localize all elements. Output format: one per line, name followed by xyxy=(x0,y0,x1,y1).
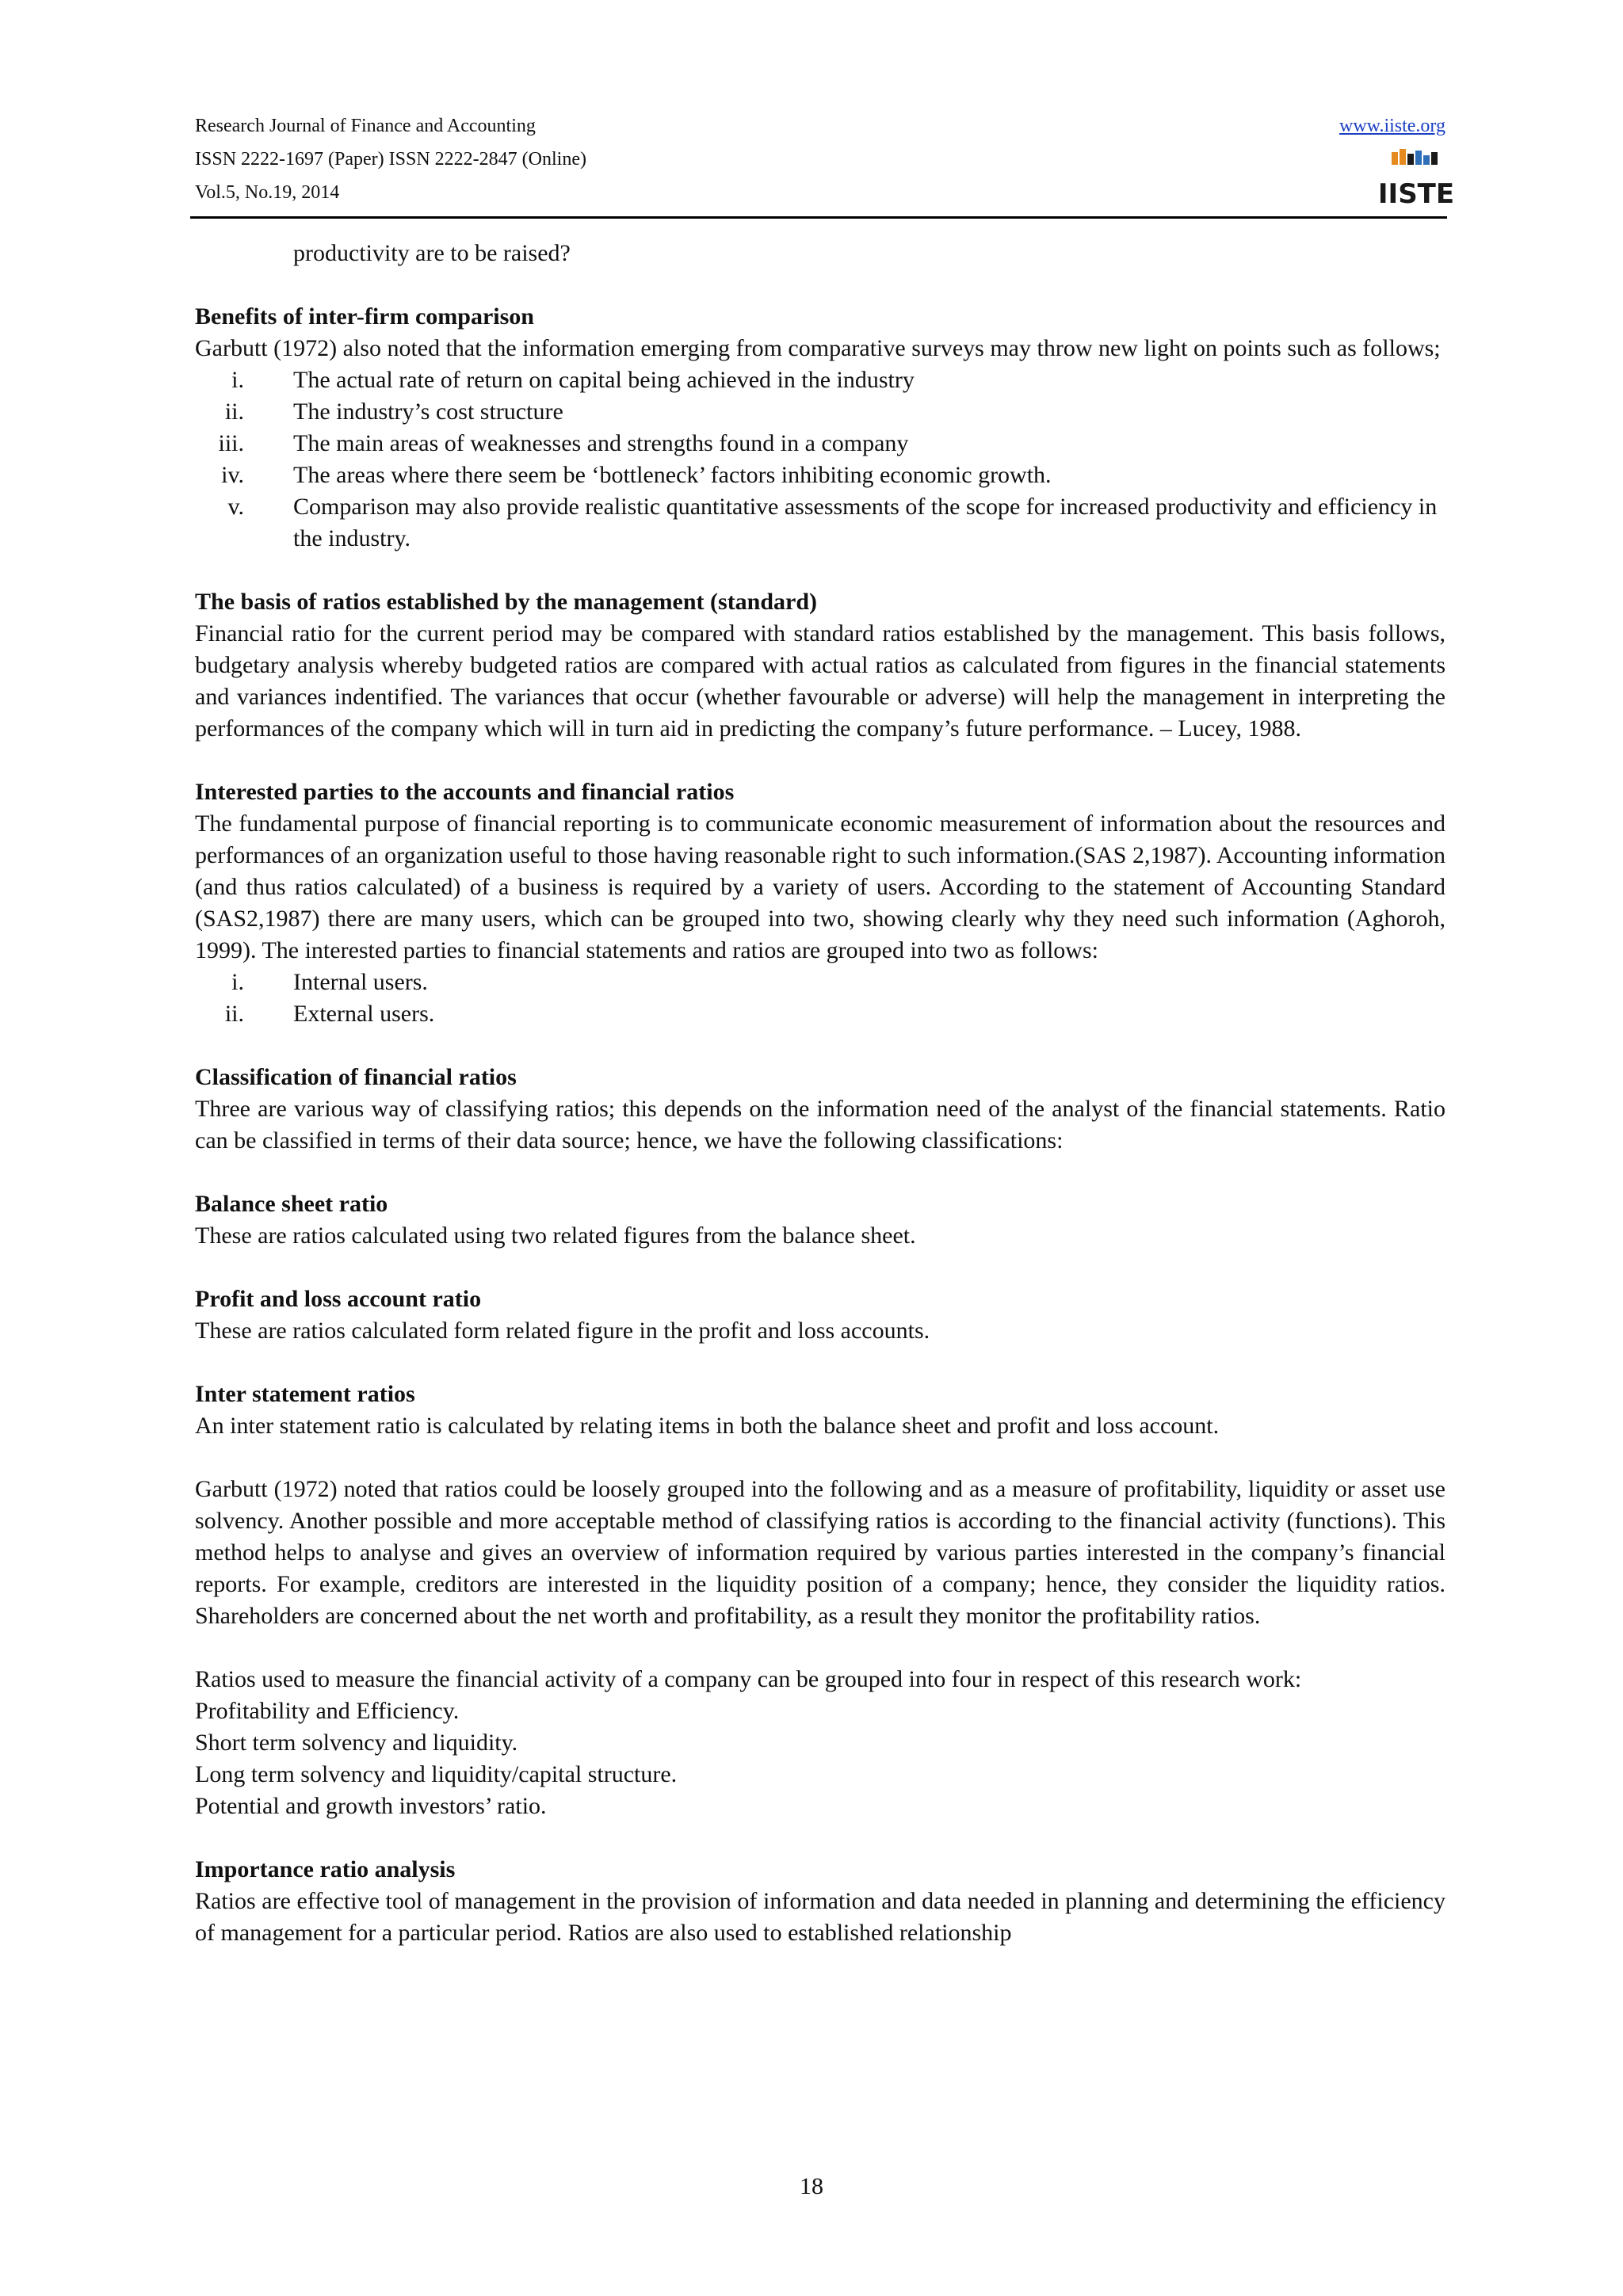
list-number: ii. xyxy=(224,1001,244,1027)
paragraph: Financial ratio for the current period may be compared with standard ratios established by the management. This basis follows, budgetary analysis whereby budgeted ratios are compared with actual ratios as calculated from figures in the financial statements and variances indentified. The variances that occur (whether favourable or adverse) will help the management in interpreting the performances of the company which will in turn aid in predicting the company’s future performance. – Lucey, 1988. xyxy=(195,620,1445,742)
list-number: iv. xyxy=(221,462,244,488)
issn-line: ISSN 2222-1697 (Paper) ISSN 2222-2847 (Online) xyxy=(195,149,586,170)
list-number: ii. xyxy=(224,399,244,425)
section-heading: Benefits of inter-firm comparison xyxy=(195,303,534,330)
list-text: Internal users. xyxy=(293,969,428,995)
website-link[interactable]: www.iiste.org xyxy=(1339,116,1445,136)
section-heading: Importance ratio analysis xyxy=(195,1856,456,1882)
paragraph: Garbutt (1972) noted that ratios could be loosely grouped into the following and as a measure of profitability, liquidity or asset use solvency. Another possible and more acceptable method of classifying ratios is according to the financial activity (functions). This method helps to analyse and gives an overview of information required by various parties interested in the company’s financial reports. For example, creditors are interested in the liquidity position of a company; hence, they consider the liquidity ratios. Shareholders are concerned about the net worth and profitability, as a result they monitor the profitability ratios. xyxy=(195,1476,1445,1629)
list-item xyxy=(195,491,1445,555)
list-text: The industry’s cost structure xyxy=(293,399,563,425)
paragraph: The fundamental purpose of financial reporting is to communicate economic measurement of information about the resources and performances of an organization useful to those having reasonable right to such information.(SAS 2,1987). Accounting information (and thus ratios calculated) of a business is required by a variety of users. According to the statement of Accounting Standard (SAS2,1987) there are many users, which can be grouped into two, showing clearly why they need such information (Aghoroh, 1999). The interested parties to financial statements and ratios are grouped into two as follows: xyxy=(195,810,1445,963)
group-line: Profitability and Efficiency. xyxy=(195,1698,460,1724)
group-line: Long term solvency and liquidity/capital structure. xyxy=(195,1761,678,1787)
list-item xyxy=(195,364,1445,396)
paragraph: Ratios are effective tool of management in the provision of information and data needed in planning and determining the efficiency of management for a particular period. Ratios are also used to established relationship xyxy=(195,1888,1445,1946)
list-number: iii. xyxy=(218,430,244,456)
page-header xyxy=(195,109,1455,217)
list-text: The actual rate of return on capital being achieved in the industry xyxy=(293,367,915,393)
list-number: i. xyxy=(231,969,244,995)
section-heading: The basis of ratios established by the management (standard) xyxy=(195,589,818,615)
list-item xyxy=(195,967,1445,998)
users-list xyxy=(195,967,1445,1030)
journal-title: Research Journal of Finance and Accounting xyxy=(195,116,536,136)
benefits-list xyxy=(195,364,1445,555)
section-heading: Classification of financial ratios xyxy=(195,1064,517,1090)
paragraph: An inter statement ratio is calculated by relating items in both the balance sheet and profit and loss account. xyxy=(195,1413,1220,1439)
header-rule xyxy=(190,216,1447,219)
paragraph: These are ratios calculated using two related figures from the balance sheet. xyxy=(195,1222,916,1249)
section-heading: Inter statement ratios xyxy=(195,1381,415,1407)
logo-text: IISTE xyxy=(1377,178,1455,210)
list-item xyxy=(195,428,1445,460)
continuation-line: productivity are to be raised? xyxy=(293,240,571,266)
list-item xyxy=(195,998,1445,1030)
list-item xyxy=(195,396,1445,428)
list-text: The main areas of weaknesses and strengths found in a company xyxy=(293,430,909,456)
list-text: External users. xyxy=(293,1001,435,1027)
list-number: v. xyxy=(227,494,244,520)
paragraph: These are ratios calculated form related figure in the profit and loss accounts. xyxy=(195,1318,930,1344)
paragraph: Three are various way of classifying ratios; this depends on the information need of the analyst of the financial statements. Ratio can be classified in terms of their data source; hence, we have the following classifications: xyxy=(195,1096,1445,1154)
section-heading: Profit and loss account ratio xyxy=(195,1286,482,1312)
page-number: 18 xyxy=(800,2173,823,2199)
list-text: The areas where there seem be ‘bottleneck’ factors inhibiting economic growth. xyxy=(293,462,1052,488)
list-item xyxy=(195,460,1445,491)
iiste-logo xyxy=(1377,149,1455,210)
paragraph: Garbutt (1972) also noted that the information emerging from comparative surveys may throw new light on points such as follows; xyxy=(195,335,1441,361)
group-line: Short term solvency and liquidity. xyxy=(195,1730,518,1756)
article-body xyxy=(195,238,1445,1949)
list-number: i. xyxy=(231,367,244,393)
section-heading: Interested parties to the accounts and financial ratios xyxy=(195,779,735,805)
list-text: Comparison may also provide realistic quantitative assessments of the scope for increased productivity and efficiency in the industry. xyxy=(293,494,1438,551)
volume-line: Vol.5, No.19, 2014 xyxy=(195,182,340,203)
group-line: Potential and growth investors’ ratio. xyxy=(195,1793,547,1819)
section-heading: Balance sheet ratio xyxy=(195,1191,388,1217)
paragraph: Ratios used to measure the financial activity of a company can be grouped into four in respect of this research work: xyxy=(195,1666,1302,1692)
